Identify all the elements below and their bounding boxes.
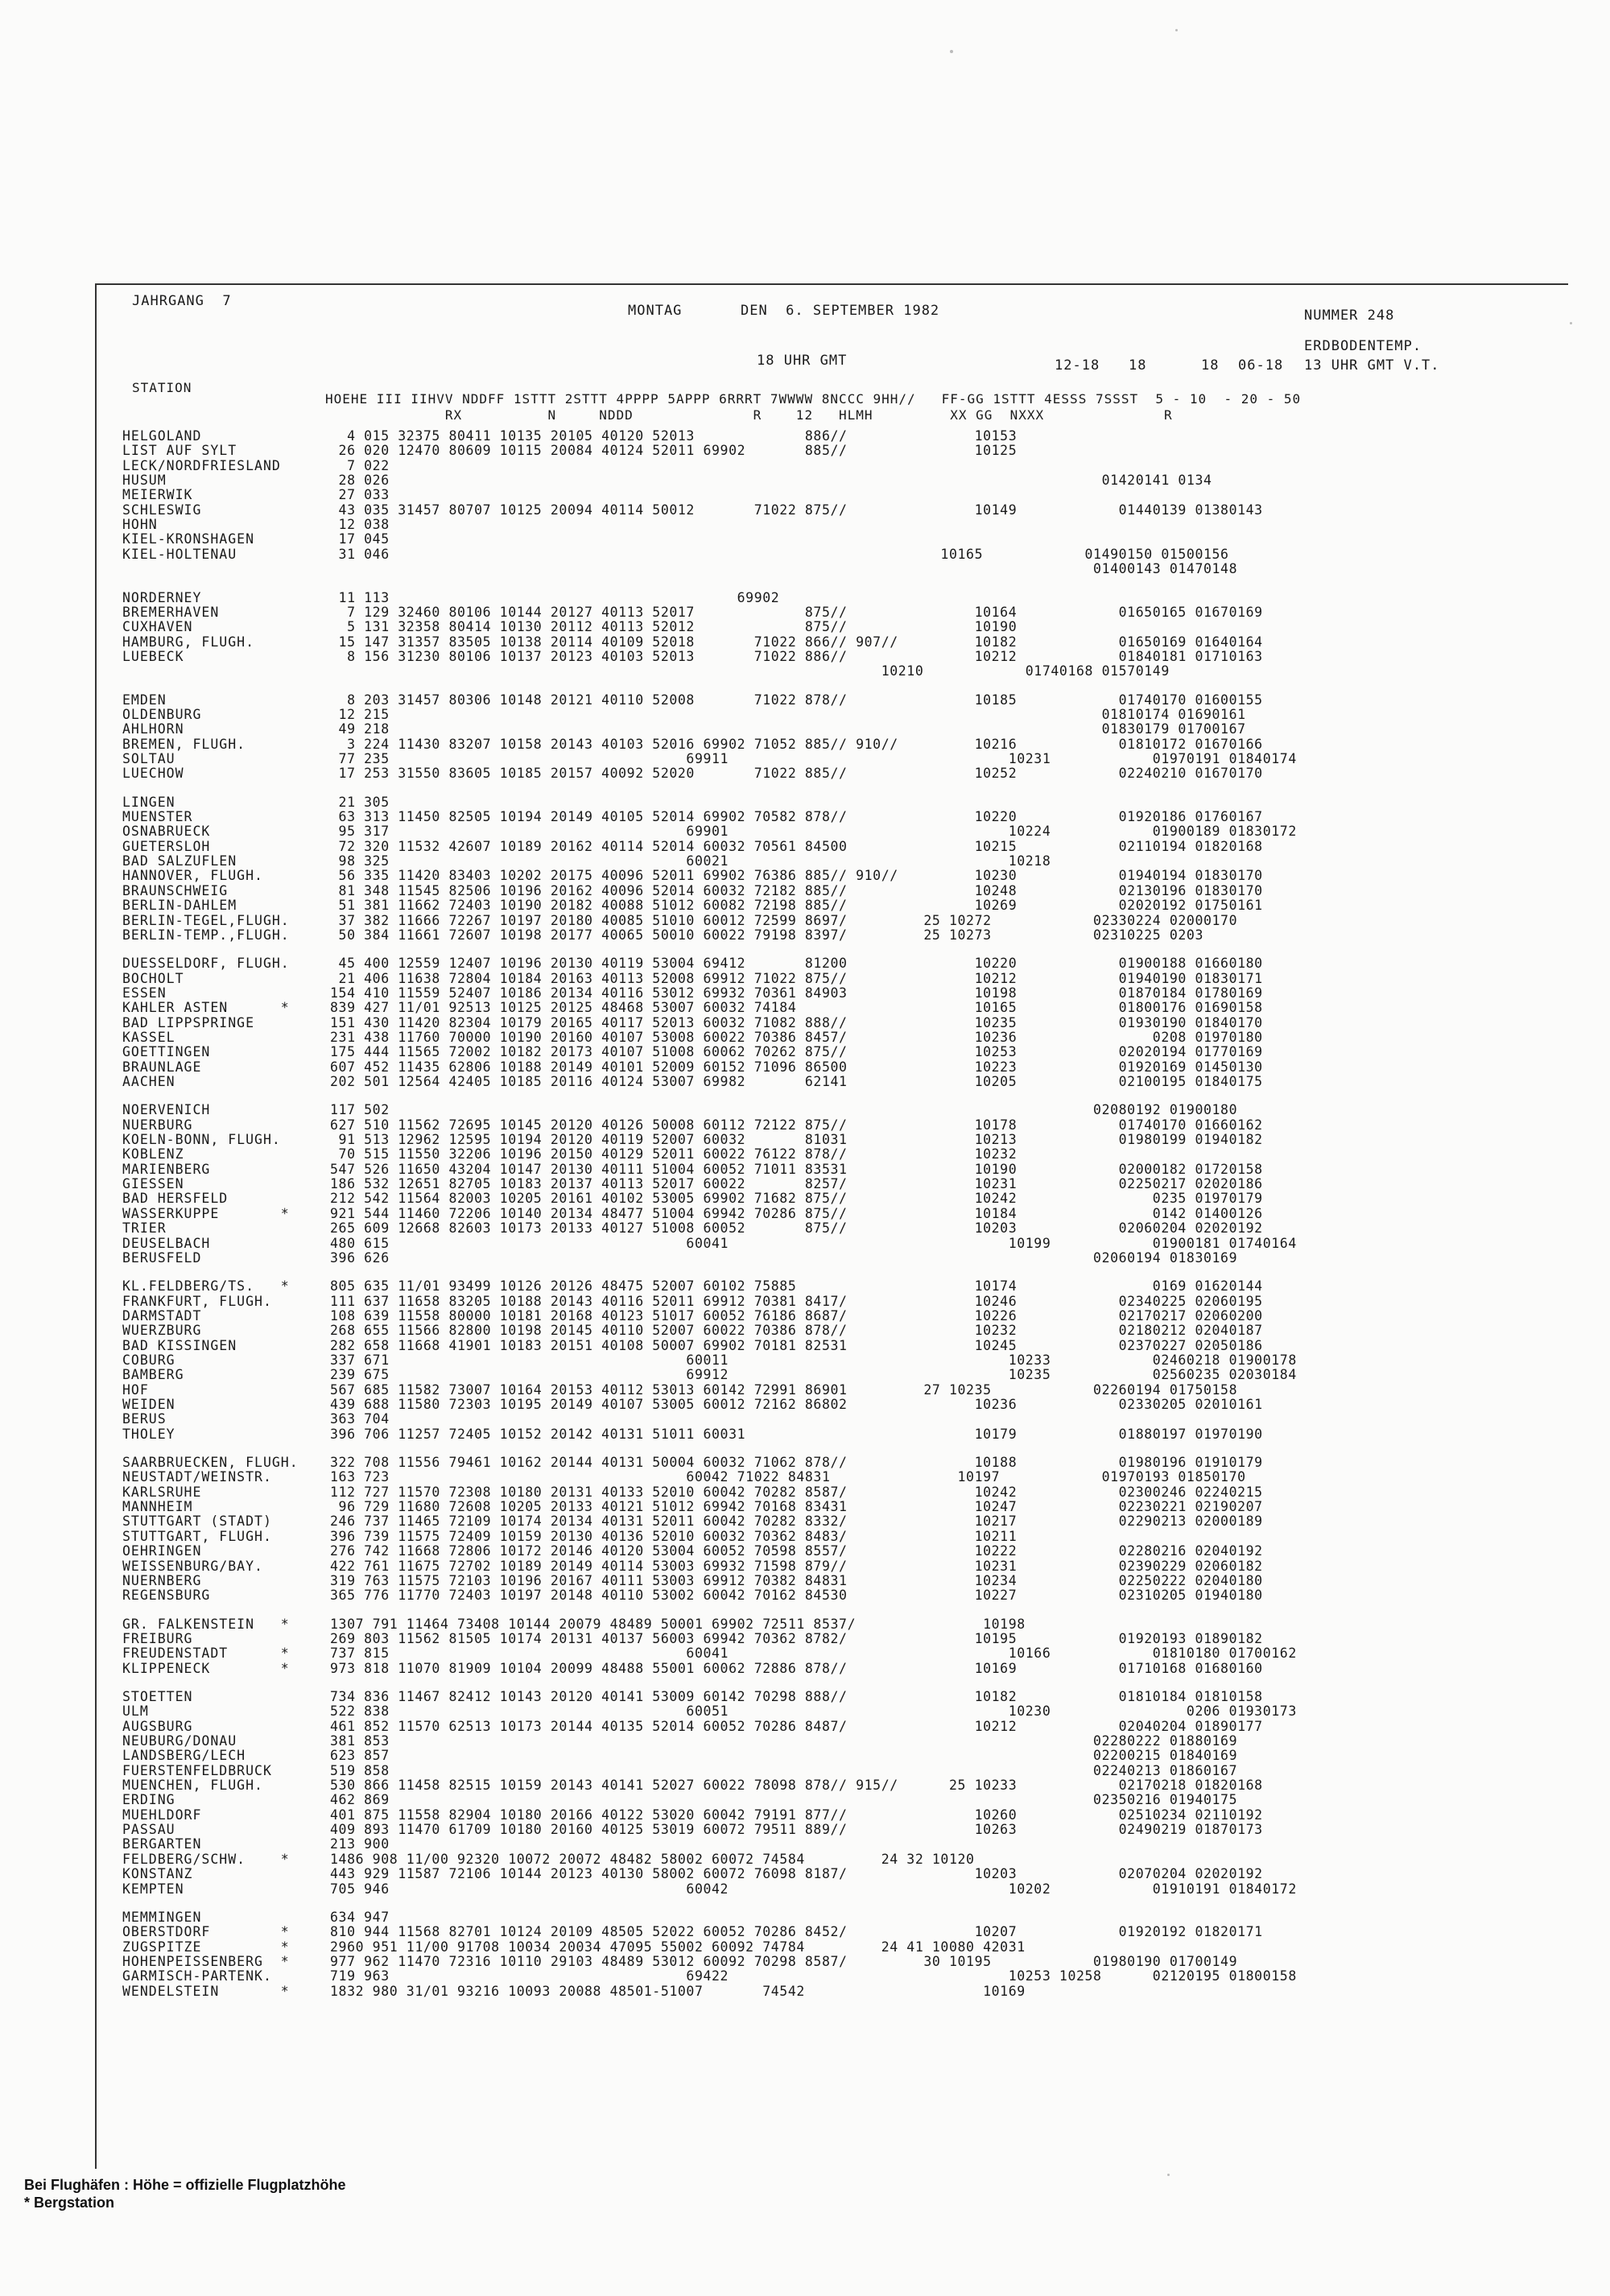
station-observation-data: 396 626 02060194 01830169 [330, 1249, 1238, 1266]
station-observation-data: 28 026 01420141 0134 [330, 473, 1212, 489]
station-observation-data: 276 742 11668 72806 10172 20146 40120 53004 60052 70598 8557/ 10222 02280216 02040192 [330, 1543, 1263, 1559]
station-observation-data: 810 944 11568 82701 10124 20109 48505 52022 60052 70286 8452/ 10207 01920192 01820171 [330, 1924, 1263, 1940]
station-observation-data: 409 893 11470 61709 10180 20160 40125 53019 60072 79511 889// 10263 02490219 01870173 [330, 1822, 1263, 1838]
station-observation-data: 396 706 11257 72405 10152 20142 40131 51011 60031 10179 01880197 01970190 [330, 1426, 1263, 1442]
station-observation-data: 607 452 11435 62806 10188 20149 40101 52009 60152 71096 86500 10223 01920169 01450130 [330, 1059, 1263, 1075]
station-name: FREUDENSTADT * [122, 1646, 290, 1662]
station-observation-data: 117 502 02080192 01900180 [330, 1102, 1238, 1118]
station-name: BAD HERSFELD [122, 1191, 229, 1207]
station-name: SOLTAU [122, 751, 175, 766]
station-name: STOETTEN [122, 1688, 193, 1704]
station-observation-data: 70 515 11550 32206 10196 20150 40129 52011 60022 76122 878// 10232 [330, 1146, 1018, 1162]
station-name: MUENSTER [122, 809, 193, 825]
station-name: LUEBECK [122, 648, 184, 664]
station-name: KARLSRUHE [122, 1484, 202, 1500]
station-name: BERLIN-TEMP.,FLUGH. [122, 927, 290, 943]
station-name: GR. FALKENSTEIN * [122, 1616, 290, 1632]
station-name: BERUSFELD [122, 1249, 202, 1266]
station-observation-data: 381 853 02280222 01880169 [330, 1733, 1238, 1749]
station-name: WEISSENBURG/BAY. [122, 1558, 263, 1574]
station-observation-data: 163 723 60042 71022 84831 10197 01970193 01850170 [330, 1469, 1246, 1485]
station-name: MUEHLDORF [122, 1807, 202, 1823]
station-column-header: STATION [132, 380, 192, 395]
station-observation-data: 212 542 11564 82003 10205 20161 40102 53005 69902 71682 875// 10242 0235 01970179 [330, 1191, 1263, 1207]
station-name: EMDEN [122, 692, 167, 708]
station-observation-data: 265 609 12668 82603 10173 20133 40127 51008 60052 875// 10203 02060204 02020192 [330, 1220, 1263, 1237]
station-name: KASSEL [122, 1029, 175, 1045]
scan-speck [1175, 29, 1178, 31]
station-name: NEUBURG/DONAU [122, 1733, 237, 1749]
station-name: STUTTGART (STADT) [122, 1513, 272, 1530]
station-observation-data: 43 035 31457 80707 10125 20094 40114 50012 71022 875// 10149 01440139 01380143 [330, 502, 1263, 518]
station-name: ERDING [122, 1792, 175, 1808]
station-observation-data: 56 335 11420 83403 10202 20175 40096 52011 69902 76386 885// 910// 10230 01940194 01830170 [330, 868, 1263, 884]
station-name: NOERVENICH [122, 1102, 211, 1118]
station-observation-data: 239 675 69912 10235 02560235 02030184 [330, 1367, 1297, 1383]
station-name: ESSEN [122, 985, 167, 1001]
station-name: HELGOLAND [122, 428, 202, 444]
station-name: GUETERSLOH [122, 838, 211, 854]
station-observation-data: 461 852 11570 62513 10173 20144 40135 52014 60052 70286 8487/ 10212 02040204 01890177 [330, 1718, 1263, 1734]
station-name: KONSTANZ [122, 1866, 193, 1882]
station-observation-data: 337 671 60011 10233 02460218 01900178 [330, 1352, 1297, 1368]
station-name: NEUSTADT/WEINSTR. [122, 1469, 272, 1485]
station-name: BERUS [122, 1411, 167, 1427]
station-name: BOCHOLT [122, 970, 184, 986]
station-observation-data: 519 858 02240213 01860167 [330, 1762, 1238, 1778]
station-name: OEHRINGEN [122, 1543, 202, 1559]
station-name: KOBLENZ [122, 1146, 184, 1162]
station-observation-data: 81 348 11545 82506 10196 20162 40096 52014 60032 72182 885// 10248 02130196 01830170 [330, 882, 1263, 898]
station-name: BAMBERG [122, 1367, 184, 1383]
station-observation-data: 17 045 [330, 531, 390, 547]
station-observation-data: 401 875 11558 82904 10180 20166 40122 53020 60042 79191 877// 10260 02510234 02110192 [330, 1807, 1263, 1823]
soil-temp-time: 13 UHR GMT V.T. [1304, 357, 1440, 374]
station-observation-data: 530 866 11458 82515 10159 20143 40141 52027 60022 78098 878// 915// 25 10233 02170218 01820168 [330, 1778, 1263, 1794]
station-observation-data: 186 532 12651 82705 10183 20137 40113 52017 60022 8257/ 10231 02250217 02020186 [330, 1176, 1263, 1192]
station-observation-data: 21 406 11638 72804 10184 20163 40113 52008 69912 71022 875// 10212 01940190 01830171 [330, 970, 1263, 986]
station-observation-data: 108 639 11558 80000 10181 20168 40123 51017 60052 76186 8687/ 10226 02170217 02060200 [330, 1307, 1263, 1324]
station-name: PASSAU [122, 1822, 175, 1838]
station-name: WEIDEN [122, 1397, 175, 1412]
station-observation-data: 7 129 32460 80106 10144 20127 40113 52017 875// 10164 01650165 01670169 [330, 604, 1263, 620]
station-observation-data: 322 708 11556 79461 10162 20144 40131 50004 60032 71062 878// 10188 01980196 01910179 [330, 1455, 1263, 1471]
station-observation-data: 2960 951 11/00 91708 10034 20034 47095 55002 60092 74784 24 41 10080 42031 [330, 1939, 1026, 1955]
station-observation-data: 37 382 11666 72267 10197 20180 40085 51010 60012 72599 8697/ 25 10272 02330224 02000170 [330, 912, 1238, 928]
station-name: KIEL-HOLTENAU [122, 546, 237, 562]
station-observation-data: 4 015 32375 80411 10135 20105 40120 52013 886// 10153 [330, 428, 1018, 444]
station-name: DUESSELDORF, FLUGH. [122, 956, 290, 972]
station-observation-data: 175 444 11565 72002 10182 20173 40107 51008 60062 70262 875// 10253 02020194 01770169 [330, 1044, 1263, 1060]
station-name: REGENSBURG [122, 1588, 211, 1604]
station-observation-data: 319 763 11575 72103 10196 20167 40111 53003 69912 70382 84831 10234 02250222 02040180 [330, 1572, 1263, 1588]
report-date: DEN 6. SEPTEMBER 1982 [741, 303, 940, 319]
jahrgang: JAHRGANG 7 [132, 293, 232, 309]
station-name: BAD SALZUFLEN [122, 853, 237, 869]
station-name: ZUGSPITZE * [122, 1939, 290, 1955]
station-name: HANNOVER, FLUGH. [122, 868, 263, 884]
station-name: SCHLESWIG [122, 502, 202, 518]
station-name: AHLHORN [122, 721, 184, 737]
station-observation-data: 480 615 60041 10199 01900181 01740164 [330, 1235, 1297, 1251]
station-name: FELDBERG/SCHW. * [122, 1851, 290, 1867]
station-observation-data: 11 113 69902 [330, 589, 780, 605]
station-observation-data: 365 776 11770 72403 10197 20148 40110 53002 60042 70162 84530 10227 02310205 01940180 [330, 1588, 1263, 1604]
station-observation-data: 5 131 32358 80414 10130 20112 40113 52012 875// 10190 [330, 619, 1018, 635]
station-name: BREMEN, FLUGH. [122, 736, 246, 752]
station-name: HOHENPEISSENBERG * [122, 1953, 290, 1969]
station-name: DEUSELBACH [122, 1235, 211, 1251]
period-06-18: 06-18 [1238, 357, 1284, 374]
station-name: NUERNBERG [122, 1572, 202, 1588]
station-name: HAMBURG, FLUGH. [122, 634, 255, 650]
station-observation-data: 705 946 60042 10202 01910191 01840172 [330, 1881, 1297, 1897]
station-observation-data: 49 218 01830179 01700167 [330, 721, 1246, 737]
station-name: NUERBURG [122, 1117, 193, 1133]
station-observation-data: 422 761 11675 72702 10189 20149 40114 53003 69932 71598 879// 10231 02390229 02060182 [330, 1558, 1263, 1574]
station-name: GOETTINGEN [122, 1044, 211, 1060]
station-name: KL.FELDBERG/TS. * [122, 1278, 290, 1295]
station-name: BRAUNLAGE [122, 1059, 202, 1075]
station-name: KEMPTEN [122, 1881, 184, 1897]
station-name: COBURG [122, 1352, 175, 1368]
station-observation-data: 547 526 11650 43204 10147 20130 40111 51004 60052 71011 83531 10190 02000182 01720158 [330, 1161, 1263, 1177]
station-observation-data: 396 739 11575 72409 10159 20130 40136 52010 60032 70362 8483/ 10211 [330, 1528, 1018, 1544]
station-name: LUECHOW [122, 766, 184, 782]
station-observation-data: 1832 980 31/01 93216 10093 20088 48501-51007 74542 10169 [330, 1983, 1026, 1999]
station-observation-data: 31 046 10165 01490150 01500156 [330, 546, 1229, 562]
station-observation-data: 15 147 31357 83505 10138 20114 40109 52018 71022 866// 907// 10182 01650169 01640164 [330, 634, 1263, 650]
station-observation-data: 26 020 12470 80609 10115 20084 40124 52011 69902 885// 10125 [330, 443, 1018, 459]
station-name: BERLIN-TEGEL,FLUGH. [122, 912, 290, 928]
station-name: MEMMINGEN [122, 1909, 202, 1925]
station-observation-data: 51 381 11662 72403 10190 20182 40088 51012 60082 72198 885// 10269 02020192 01750161 [330, 898, 1263, 914]
station-name: LIST AUF SYLT [122, 443, 237, 459]
station-name: KOELN-BONN, FLUGH. [122, 1132, 281, 1148]
station-observation-data: 839 427 11/01 92513 10125 20125 48468 53007 60032 74184 10165 01800176 01690158 [330, 1000, 1263, 1016]
station-name: WENDELSTEIN * [122, 1983, 290, 1999]
station-observation-data: 567 685 11582 73007 10164 20153 40112 53013 60142 72991 86901 27 10235 02260194 01750158 [330, 1381, 1238, 1398]
station-observation-data: 627 510 11562 72695 10145 20120 40126 50008 60112 72122 875// 10178 01740170 01660162 [330, 1117, 1263, 1133]
period-18b: 18 [1201, 357, 1220, 374]
station-name: MANNHEIM [122, 1499, 193, 1515]
station-name: DARMSTADT [122, 1307, 202, 1324]
scan-speck [1167, 2174, 1170, 2176]
scan-speck [1570, 322, 1572, 324]
weekday: MONTAG [628, 303, 683, 319]
station-name: KLIPPENECK * [122, 1660, 290, 1676]
station-observation-data: 805 635 11/01 93499 10126 20126 48475 52007 60102 75885 10174 0169 01620144 [330, 1278, 1263, 1295]
station-observation-data: 98 325 60021 10218 [330, 853, 1051, 869]
footer-note-mountain: * Bergstation [24, 2195, 115, 2211]
station-name: MEIERWIK [122, 487, 193, 503]
station-observation-data: 21 305 [330, 794, 390, 810]
station-name: LANDSBERG/LECH [122, 1748, 246, 1764]
column-codes-line1: HOEHE III IIHVV NDDFF 1STTT 2STTT 4PPPP 5APPP 6RRRT 7WWWW 8NCCC 9HH// FF-GG 1STTT 4ESSS 7SSST 5 - 10 - 20 - 50 [325, 391, 1302, 407]
station-observation-data: 91 513 12962 12595 10194 20120 40119 52007 60032 81031 10213 01980199 01940182 [330, 1132, 1263, 1148]
station-name: BERLIN-DAHLEM [122, 898, 237, 914]
station-observation-data: 154 410 11559 52407 10186 20134 40116 53012 69932 70361 84903 10198 01870184 01780169 [330, 985, 1263, 1001]
station-name: FREIBURG [122, 1630, 193, 1646]
station-observation-data: 921 544 11460 72206 10140 20134 48477 51004 69942 70286 875// 10184 0142 01400126 [330, 1205, 1263, 1221]
station-name: FRANKFURT, FLUGH. [122, 1293, 272, 1309]
station-observation-data: 151 430 11420 82304 10179 20165 40117 52013 60032 71082 888// 10235 01930190 01840170 [330, 1014, 1263, 1030]
station-observation-data: 634 947 [330, 1909, 390, 1925]
station-observation-data: 96 729 11680 72608 10205 20133 40121 51012 69942 70168 83431 10247 02230221 02190207 [330, 1499, 1263, 1515]
station-observation-data: 231 438 11760 70000 10190 20160 40107 53008 60022 70386 8457/ 10236 0208 01970180 [330, 1029, 1263, 1045]
station-observation-data: 462 869 02350216 01940175 [330, 1792, 1238, 1808]
station-observation-data: 112 727 11570 72308 10180 20131 40133 52010 60042 70282 8587/ 10242 02300246 02240215 [330, 1484, 1263, 1500]
period-12-18: 12-18 [1055, 357, 1100, 374]
station-observation-data: 27 033 [330, 487, 390, 503]
station-observation-data: 17 253 31550 83605 10185 20157 40092 52020 71022 885// 10252 02240210 01670170 [330, 766, 1263, 782]
station-name: BAD LIPPSPRINGE [122, 1014, 255, 1030]
station-name: GIESSEN [122, 1176, 184, 1192]
station-observation-data: 202 501 12564 42405 10185 20116 40124 53007 69982 62141 10205 02100195 01840175 [330, 1074, 1263, 1089]
station-observation-data: 7 022 [330, 457, 390, 473]
station-observation-data: 01400143 01470148 [330, 561, 1238, 577]
station-observation-data: 10210 01740168 01570149 [330, 663, 1170, 679]
station-observation-data: 623 857 02200215 01840169 [330, 1748, 1238, 1764]
station-name: OLDENBURG [122, 706, 202, 722]
station-observation-data: 3 224 11430 83207 10158 20143 40103 52016 69902 71052 885// 910// 10216 01810172 01670166 [330, 736, 1263, 752]
station-name: OSNABRUECK [122, 824, 211, 840]
station-observation-data: 734 836 11467 82412 10143 20120 40141 53009 60142 70298 888// 10182 01810184 01810158 [330, 1688, 1263, 1704]
station-observation-data: 1486 908 11/00 92320 10072 20072 48482 58002 60072 74584 24 32 10120 [330, 1851, 975, 1867]
period-18a: 18 [1129, 357, 1147, 374]
station-observation-data: 522 838 60051 10230 0206 01930173 [330, 1703, 1297, 1720]
station-name: MUENCHEN, FLUGH. [122, 1778, 263, 1794]
station-observation-data: 63 313 11450 82505 10194 20149 40105 52014 69902 70582 878// 10220 01920186 01760167 [330, 809, 1263, 825]
soil-temp-heading: ERDBODENTEMP. [1304, 338, 1422, 354]
station-name: BREMERHAVEN [122, 604, 220, 620]
station-observation-data: 213 900 [330, 1836, 390, 1852]
station-name: AUGSBURG [122, 1718, 193, 1734]
station-observation-data: 8 203 31457 80306 10148 20121 40110 52008 71022 878// 10185 01740170 01600155 [330, 692, 1263, 708]
station-name: AACHEN [122, 1074, 175, 1089]
station-name: GARMISCH-PARTENK. [122, 1968, 272, 1984]
station-observation-data: 12 215 01810174 01690161 [330, 706, 1246, 722]
station-observation-data: 111 637 11658 83205 10188 20143 40116 52011 69912 70381 8417/ 10246 02340225 02060195 [330, 1293, 1263, 1309]
station-observation-data: 45 400 12559 12407 10196 20130 40119 53004 69412 81200 10220 01900188 01660180 [330, 956, 1263, 972]
observation-time: 18 UHR GMT [757, 353, 848, 369]
station-name: KIEL-KRONSHAGEN [122, 531, 255, 547]
station-observation-data: 282 658 11668 41901 10183 20151 40108 50007 69902 70181 82531 10245 02370227 02050186 [330, 1337, 1263, 1353]
station-name: BRAUNSCHWEIG [122, 882, 229, 898]
station-name: TRIER [122, 1220, 167, 1237]
station-name: NORDERNEY [122, 589, 202, 605]
station-observation-data: 973 818 11070 81909 10104 20099 48488 55001 60062 72886 878// 10169 01710168 01680160 [330, 1660, 1263, 1676]
station-observation-data: 72 320 11532 42607 10189 20162 40114 52014 60032 70561 84500 10215 02110194 01820168 [330, 838, 1263, 854]
station-observation-data: 77 235 69911 10231 01970191 01840174 [330, 751, 1297, 766]
station-name: STUTTGART, FLUGH. [122, 1528, 272, 1544]
issue-number: NUMMER 248 [1304, 308, 1395, 324]
station-name: WASSERKUPPE * [122, 1205, 290, 1221]
column-codes-line2: RX N NDDD R 12 HLMH XX GG NXXX R [325, 407, 1173, 423]
station-observation-data: 95 317 69901 10224 01900189 01830172 [330, 824, 1297, 840]
station-observation-data: 719 963 69422 10253 10258 02120195 01800158 [330, 1968, 1297, 1984]
station-name: BAD KISSINGEN [122, 1337, 237, 1353]
station-observation-data: 737 815 60041 10166 01810180 01700162 [330, 1646, 1297, 1662]
scan-speck [950, 50, 953, 53]
station-name: THOLEY [122, 1426, 175, 1442]
station-observation-data: 1307 791 11464 73408 10144 20079 48489 50001 69902 72511 8537/ 10198 [330, 1616, 1026, 1632]
station-name: MARIENBERG [122, 1161, 211, 1177]
station-observation-data: 50 384 11661 72607 10198 20177 40065 50010 60022 79198 8397/ 25 10273 02310225 0203 [330, 927, 1203, 943]
station-name: LINGEN [122, 794, 175, 810]
station-name: ULM [122, 1703, 149, 1720]
station-name: OBERSTDORF * [122, 1924, 290, 1940]
station-observation-data: 12 038 [330, 517, 390, 533]
station-observation-data: 439 688 11580 72303 10195 20149 40107 53005 60012 72162 86802 10236 02330205 02010161 [330, 1397, 1263, 1412]
station-observation-data: 268 655 11566 82800 10198 20145 40110 52007 60022 70386 878// 10232 02180212 02040187 [330, 1323, 1263, 1339]
station-name: BERGARTEN [122, 1836, 202, 1852]
station-observation-data: 246 737 11465 72109 10174 20134 40131 52011 60042 70282 8332/ 10217 02290213 02000189 [330, 1513, 1263, 1530]
footer-note-airports: Bei Flughäfen : Höhe = offizielle Flugplatzhöhe [24, 2177, 346, 2193]
station-observation-data: 363 704 [330, 1411, 390, 1427]
station-name: HOHN [122, 517, 158, 533]
station-name: LECK/NORDFRIESLAND [122, 457, 281, 473]
station-observation-data: 977 962 11470 72316 10110 29103 48489 53012 60092 70298 8587/ 30 10195 01980190 01700149 [330, 1953, 1238, 1969]
station-observation-data: 269 803 11562 81505 10174 20131 40137 56003 69942 70362 8782/ 10195 01920193 01890182 [330, 1630, 1263, 1646]
station-name: KAHLER ASTEN * [122, 1000, 290, 1016]
station-name: SAARBRUECKEN, FLUGH. [122, 1455, 299, 1471]
station-name: FUERSTENFELDBRUCK [122, 1762, 272, 1778]
station-name: HUSUM [122, 473, 167, 489]
station-name: HOF [122, 1381, 149, 1398]
station-observation-data: 8 156 31230 80106 10137 20123 40103 52013 71022 886// 10212 01840181 01710163 [330, 648, 1263, 664]
station-name: CUXHAVEN [122, 619, 193, 635]
station-observation-data: 443 929 11587 72106 10144 20123 40130 58002 60072 76098 8187/ 10203 02070204 02020192 [330, 1866, 1263, 1882]
station-name: WUERZBURG [122, 1323, 202, 1339]
